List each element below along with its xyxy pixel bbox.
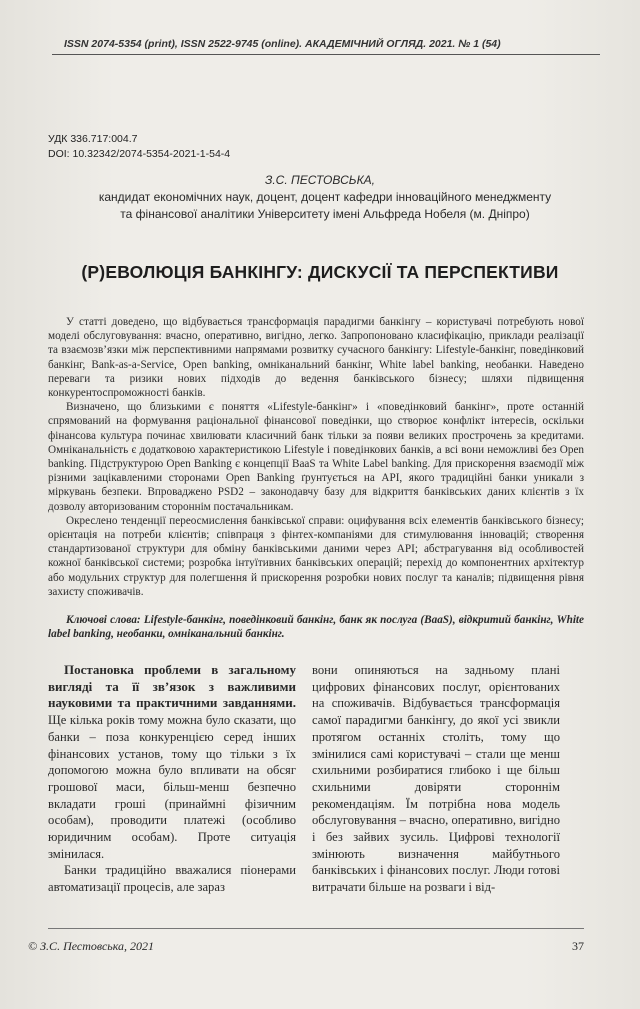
body-column-left	[48, 662, 296, 896]
running-header: ISSN 2074-5354 (print), ISSN 2522-9745 (online). АКАДЕМІЧНИЙ ОГЛЯД. 2021. № 1 (54)	[64, 38, 501, 50]
copyright: © З.С. Пестовська, 2021	[28, 939, 155, 953]
page-number: 37	[572, 939, 584, 953]
abstract-paragraph-3: Окреслено тенденції переосмислення банківської справи: оцифування всіх елементів банківського бізнесу; орієнтація на потреби клієнтів; співпраця з фінтех-компаніями для стимулювання інновацій; створення стандартизованої структури для обміну банківськими даними через API; абстрагування від особливостей кожної банківської системи; розробка інтуїтивних банківських операцій; перехід до компонентних архітектур або модульних структур для полегшення й прискорення розробки нових послуг та каналів; підвищення рівня захисту споживачів.	[48, 514, 584, 598]
keywords: Ключові слова: Lifestyle-банкінг, поведінковий банкінг, банк як послуга (BaaS), відкритий банкінг, White label banking, необанки, омніканальний банкінг.	[48, 614, 584, 641]
author-affiliation	[40, 189, 610, 223]
abstract-paragraph-2: Визначено, що близькими є поняття «Lifestyle-банкінг» і «поведінковий банкінг», проте останній спрямований на формування раціональної фінансової поведінки, що створює конфлікт інтересів, оскільки фінансова культура починає хвилювати класичний банк тільки за появи великих прострочень за кредитами. Омніканальність є додатковою характеристикою Lifestyle і поведінкових банків, а всі вони неможливі без Open banking. Підструктурою Open Banking є концепції BaaS та White Label banking. Для прискорення взаємодії між різними зацікавленими сторонами Open Banking ґрунтується на API, якого традиційні банки уникали з міркувань безпеки. Впровадженo PSD2 – законодавчу базу для відкриття банківських даних клієнтів з їх дозволу авторизованим стороннім постачальникам.	[48, 401, 584, 513]
intro-paragraph-text: Ще кілька років тому можна було сказати, що банки – поза конкуренцією серед інших фінансових установ, тому що тільки з їх допомогою можна було впливати на обсяг грошової маси, більш-менш безпечно вкладати гроші (принаймні фізичним особам), проводити платежі (особливо юридичним особам). Проте ситуація змінилася.	[48, 713, 296, 861]
author-name: З.С. ПЕСТОВСЬКА,	[264, 173, 376, 187]
intro-paragraph	[48, 662, 296, 862]
body-paragraph: Банки традиційно вважалися піонерами автоматизації процесів, але зараз	[48, 863, 296, 895]
abstract	[48, 315, 584, 599]
section-heading: Постановка проблеми в загальному вигляді та її зв’язок з важливими науковими та практичними завданнями.	[48, 662, 296, 711]
body-paragraph-continued: вони опиняються на задньому плані цифрових фінансових послуг, орієнтованих на споживачів. Відбувається трансформація самої парадигми банкінгу, до якої усі звикли протягом останніх століть, тому що змінилися самі користувачі – стали ще менш схильними розбиратися глибоко і ще більш схильними довіряти стороннім рекомендаціям. Їм потрібна нова модель обслуговування – вчасно, оперативно, вигідно і без зайвих зусиль. Цифрові технології змінюють визначення майбутнього банківських і фінансових послуг. Люди готові витрачати більше на розваги і від-	[312, 663, 560, 895]
body-column-right	[312, 662, 560, 896]
footer-divider	[48, 928, 584, 929]
affiliation-line-2: та фінансової аналітики Університету імені Альфреда Нобеля (м. Дніпро)	[120, 207, 530, 221]
udc-code: УДК 336.717:004.7	[48, 133, 138, 145]
doi[interactable]: DOI: 10.32342/2074-5354-2021-1-54-4	[48, 148, 231, 160]
header-divider	[52, 54, 600, 55]
abstract-paragraph-1: У статті доведено, що відбувається трансформація парадигми банкінгу – користувачі потребують нової моделі обслуговування: вчасно, оперативно, вигідно, легко. Запропоновано класифікацію, приклади реалізації та взаємозв’язки між перспективними напрямами розвитку сучасного банкінгу: Lifestyle-банкінг, поведінковий банкінг, Bank-as-a-Service, Open banking, омніканальний банкінг, White label banking, необанки. Наведено переваги та ризики нових підходів до ведення банківського бізнесу; шляхи підвищення конкурентоспроможності банків.	[48, 316, 584, 400]
article-title: (Р)ЕВОЛЮЦІЯ БАНКІНГУ: ДИСКУСІЇ ТА ПЕРСПЕКТИВИ	[81, 262, 559, 282]
affiliation-line-1: кандидат економічних наук, доцент, доцент кафедри інноваційного менеджменту	[98, 190, 552, 204]
